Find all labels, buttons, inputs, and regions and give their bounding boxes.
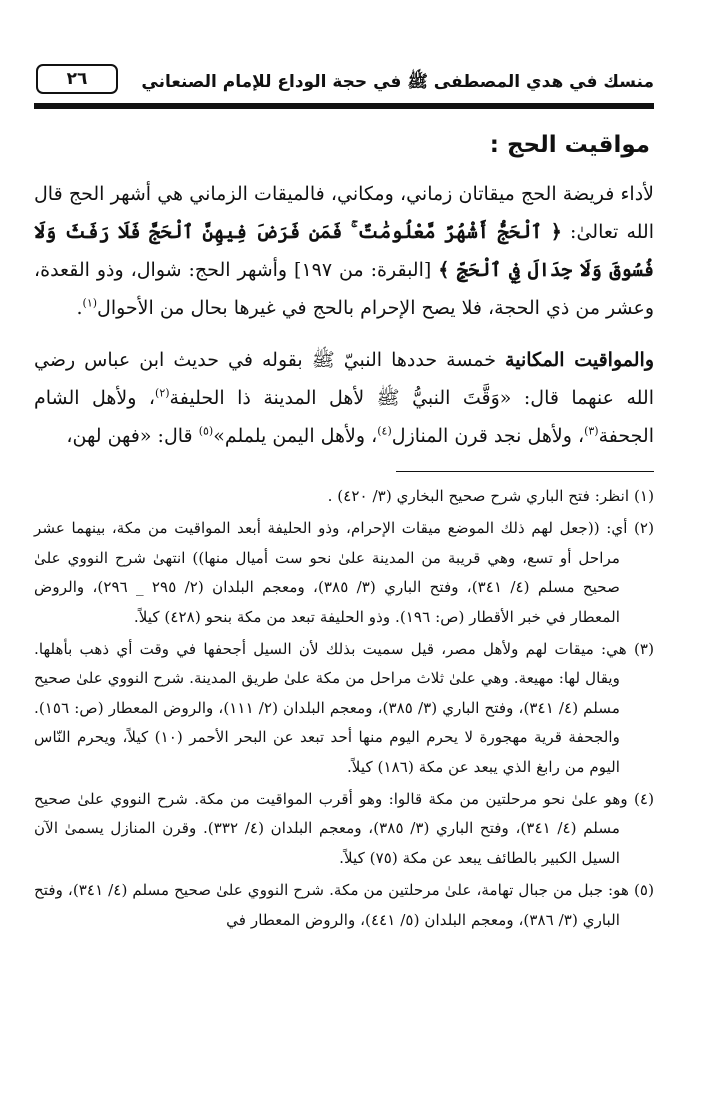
- text-span: خمسة حددها النبيّ ﷺ بقوله في حديث ابن عباس رضي الله عنهما قال: «وَقَّتَ النبيُّ ﷺ لأهل المدينة ذا الحليفة: [34, 349, 654, 409]
- footnote-marker-1: (١): [82, 296, 98, 310]
- main-text: [34, 175, 654, 455]
- footnote-marker-3: (٣): [584, 424, 599, 438]
- text-span: ، ولأهل اليمن يلملم»: [213, 425, 378, 447]
- footnote-marker-4: (٤): [377, 424, 392, 438]
- running-header: [34, 60, 654, 96]
- text-span: .: [76, 297, 83, 319]
- text-span: قال: «فهن لهن،: [66, 425, 199, 447]
- quran-verse: ﴿ ٱلْحَجُّ أَشْهُرٌ مَّعْلُومَٰتٌ ۚ فَمَن فَرَضَ فِيهِنَّ ٱلْحَجَّ فَلَا رَفَثَ وَلَا فُسُوقَ وَلَا جِدَالَ فِي ٱلْحَجِّ ﴾: [34, 221, 654, 281]
- running-header-title: منسك في هدي المصطفى ﷺ في حجة الوداع للإمام الصنعاني: [141, 72, 654, 92]
- footnote-3: (٣) هي: ميقات لهم ولأهل مصر، قيل سميت بذلك لأن السيل أجحفها في وقت أي ذهب بأهلها. ويقال لها: مهيعة. وهي علىٰ ثلاث مراحل من مكة علىٰ طريق المدينة. شرح النووي علىٰ صحيح مسلم (٤/ ٣٤١)، وفتح الباري (٣/ ٣٨٥)، ومعجم البلدان (٢/ ١١١)، والروض المعطار (ص: ١٥٦). والجحفة قرية مهجورة لا يحرم اليوم منها أحد تبعد عن البحر الأحمر (١٠) كيلاً، ويحرم النّاس اليوم من رابغ الذي يبعد عن مكة (١٨٦) كيلاً.: [34, 640, 654, 776]
- book-page: [34, 60, 654, 938]
- section-heading: مواقيت الحج :: [489, 132, 650, 158]
- page-number: ٢٦: [36, 64, 118, 94]
- paragraph-place-miqat: [34, 341, 654, 455]
- footnote-marker-5: (٥): [198, 424, 214, 438]
- footnote-4: (٤) وهو علىٰ نحو مرحلتين من مكة قالوا: وهو أقرب المواقيت من مكة. شرح النووي علىٰ صحيح مسلم (٤/ ٣٤١)، وفتح الباري (٣/ ٣٨٥)، ومعجم البلدان (٤/ ٣٣٢). وقرن المنازل يسمىٰ الآن السيل الكبير بالطائف يبعد عن مكة (٧٥) كيلاً.: [34, 790, 654, 867]
- footnote-5: (٥) هو: جبل من جبال تهامة، علىٰ مرحلتين من مكة. شرح النووي علىٰ صحيح مسلم (٤/ ٣٤١)، وفتح الباري (٣/ ٣٨٦)، ومعجم البلدان (٥/ ٤٤١)، والروض المعطار في: [34, 881, 654, 929]
- text-span: [البقرة: من ١٩٧] وأشهر الحج: شوال، وذو القعدة، وعشر من ذي الحجة، فلا يصح الإحرام بالحج في غيرها بحال من الأحوال: [34, 259, 654, 319]
- paragraph-time-miqat: [34, 175, 654, 327]
- footnote-1: (١) انظر: فتح الباري شرح صحيح البخاري (٣/ ٤٢٠) .: [327, 487, 654, 505]
- header-rule: [34, 103, 654, 109]
- lead-phrase: والمواقيت المكانية: [505, 349, 654, 371]
- footnotes: [34, 482, 654, 935]
- text-span: ، ولأهل نجد قرن المنازل: [391, 425, 585, 447]
- footnote-separator: [396, 471, 654, 472]
- footnote-2: (٢) أي: ((جعل لهم ذلك الموضع ميقات الإحرام، وذو الحليفة أبعد المواقيت من مكة، بينهما عشر مراحل أو تسع، وهي قريبة من المدينة علىٰ نحو ست أميال منها)) انتهىٰ شرح النووي علىٰ صحيح مسلم (٤/ ٣٤١)، وفتح الباري (٣/ ٣٨٥)، ومعجم البلدان (٢/ ٢٩٥ _ ٢٩٦)، والروض المعطار في خبر الأقطار (ص: ١٩٦). وذو الحليفة تبعد من مكة بنحو (٤٢٨) كيلاً.: [34, 519, 654, 626]
- text-span: ، ولأهل الشام الجحفة: [34, 387, 654, 447]
- footnote-marker-2: (٢): [155, 386, 170, 400]
- text-span: لأداء فريضة الحج ميقاتان زماني، ومكاني، فالميقات الزماني هي أشهر الحج قال الله تعالىٰ:: [34, 183, 654, 243]
